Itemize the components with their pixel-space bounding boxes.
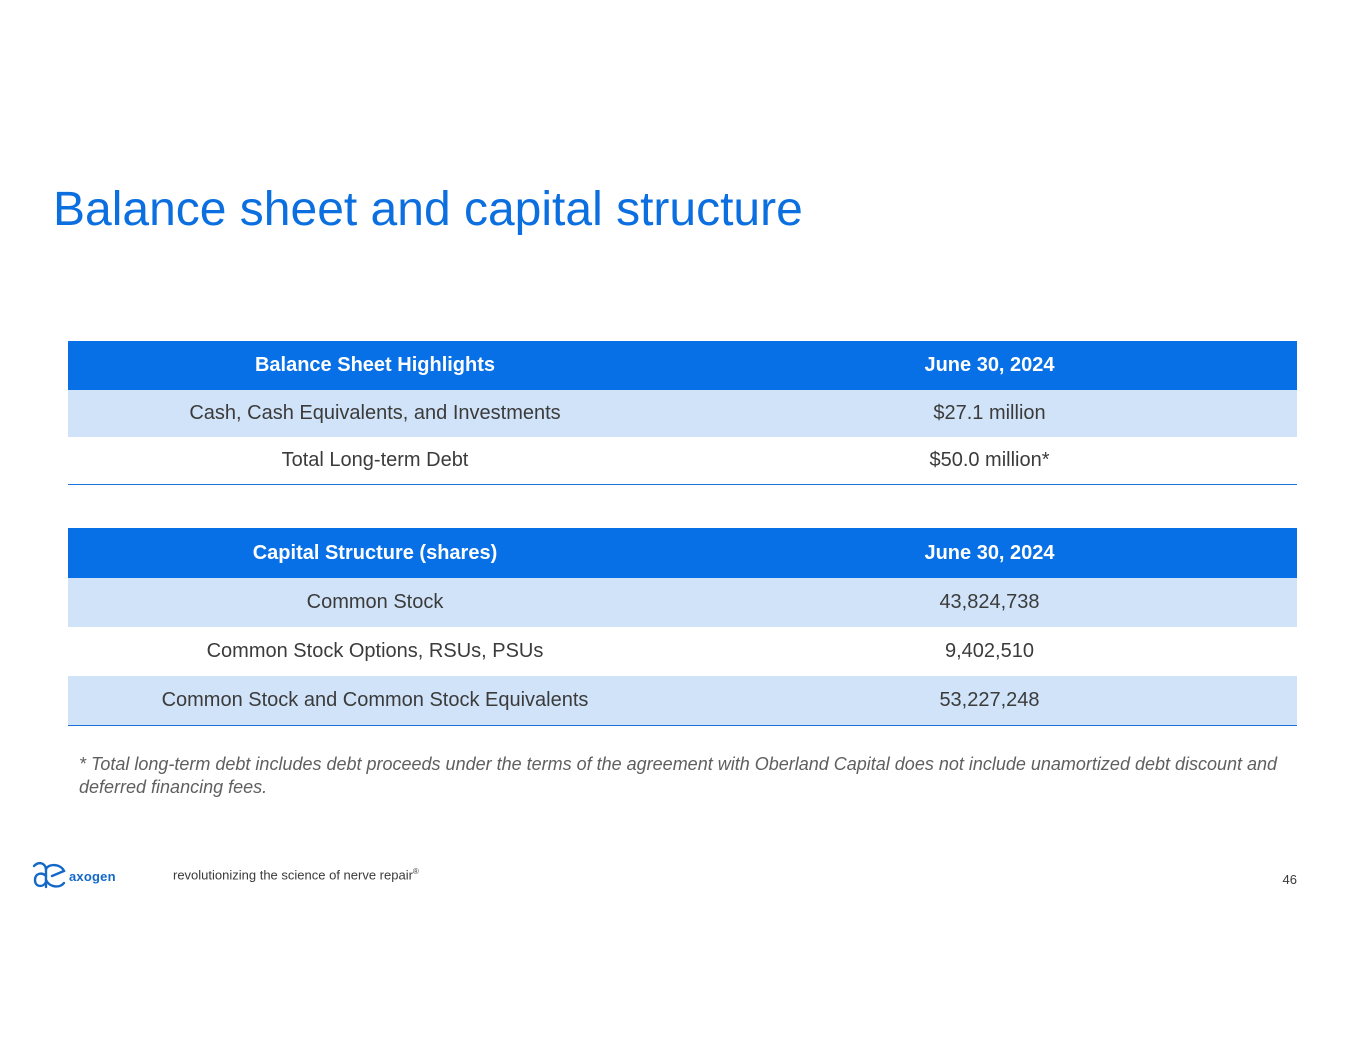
column-header: June 30, 2024 — [682, 528, 1297, 578]
table-row — [68, 578, 1297, 627]
row-value: $27.1 million — [682, 390, 1297, 437]
registered-mark: ® — [412, 867, 419, 876]
table-row — [68, 390, 1297, 437]
row-value: 53,227,248 — [682, 676, 1297, 726]
footnote: * Total long-term debt includes debt proceeds under the terms of the agreement with Oberland Capital does not include unamortized debt discount and deferred financing fees. — [79, 754, 1278, 797]
table-row — [68, 627, 1297, 676]
table-header-row — [68, 528, 1297, 578]
table-row — [68, 676, 1297, 726]
balance-sheet-table — [68, 341, 1297, 485]
row-label: Common Stock and Common Stock Equivalents — [68, 676, 682, 726]
row-label: Cash, Cash Equivalents, and Investments — [68, 390, 682, 437]
row-value: $50.0 million* — [682, 437, 1297, 485]
table-row — [68, 437, 1297, 485]
page-number: 46 — [1282, 872, 1297, 887]
axogen-logo — [32, 860, 116, 892]
axogen-symbol-icon — [32, 860, 66, 892]
table-header-row — [68, 341, 1297, 390]
row-label: Common Stock — [68, 578, 682, 627]
tagline-text: revolutionizing the science of nerve repair — [173, 867, 413, 883]
column-header: June 30, 2024 — [682, 341, 1297, 390]
row-value: 9,402,510 — [682, 627, 1297, 676]
row-label: Total Long-term Debt — [68, 437, 682, 485]
column-header: Capital Structure (shares) — [68, 528, 682, 578]
logo-text: axogen — [69, 868, 116, 884]
capital-structure-table — [68, 528, 1297, 726]
row-value: 43,824,738 — [682, 578, 1297, 627]
column-header: Balance Sheet Highlights — [68, 341, 682, 390]
page-title: Balance sheet and capital structure — [53, 183, 803, 236]
tagline — [173, 867, 419, 882]
row-label: Common Stock Options, RSUs, PSUs — [68, 627, 682, 676]
